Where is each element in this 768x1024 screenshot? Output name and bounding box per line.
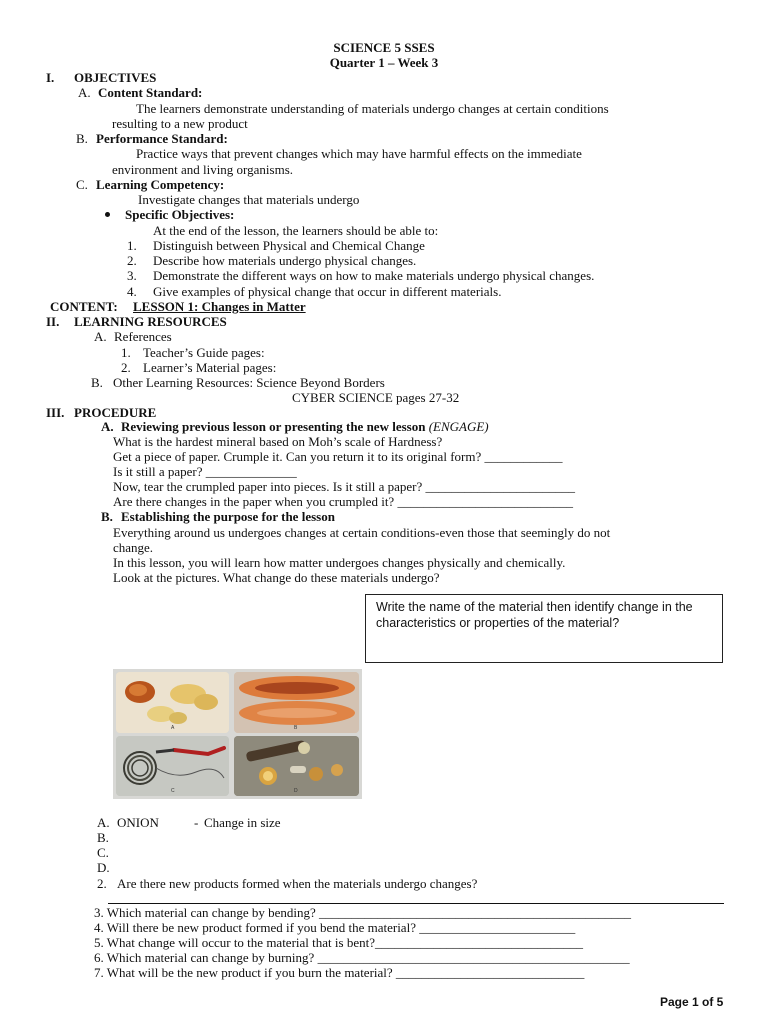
- section-number-ii: II.: [46, 314, 60, 329]
- content-standard-text-2: resulting to a new product: [112, 116, 248, 131]
- procedure-heading: PROCEDURE: [74, 405, 157, 420]
- section-number-iii: III.: [46, 405, 65, 420]
- objective-c-letter: C.: [76, 177, 88, 192]
- objectives-heading: OBJECTIVES: [74, 70, 157, 85]
- specific-objectives-intro: At the end of the lesson, the learners should be able to:: [153, 223, 439, 238]
- objective-item: Give examples of physical change that occur in different materials.: [153, 284, 502, 299]
- procedure-b-title: Establishing the purpose for the lesson: [121, 509, 335, 524]
- question-7: 7. What will be the new product if you burn the material? _____________________________: [94, 965, 585, 980]
- content-label: CONTENT:: [50, 299, 118, 314]
- learners-material-pages: Learner’s Material pages:: [143, 360, 277, 375]
- other-resources-letter: B.: [91, 375, 103, 390]
- materials-photo: [113, 669, 362, 799]
- papaya-photo-panel: [234, 672, 359, 733]
- answer-letter: B.: [97, 830, 109, 845]
- learning-resources-heading: LEARNING RESOURCES: [74, 314, 227, 329]
- performance-standard-title: Performance Standard:: [96, 131, 228, 146]
- wire-icon: [116, 736, 229, 796]
- engage-line: Is it still a paper? ______________: [113, 464, 297, 479]
- objective-b-letter: B.: [76, 131, 88, 146]
- performance-standard-text-1: Practice ways that prevent changes which may have harmful effects on the immediate: [136, 146, 582, 161]
- question-5: 5. What change will occur to the material that is bent?________________________________: [94, 935, 583, 950]
- purpose-line: change.: [113, 540, 154, 555]
- document-title: SCIENCE 5 SSES: [333, 40, 435, 55]
- references-title: References: [114, 329, 172, 344]
- wire-photo-panel: [116, 736, 229, 796]
- onion-icon: [116, 672, 229, 733]
- question-6: 6. Which material can change by burning? ________________________________________________: [94, 950, 630, 965]
- purpose-line: Look at the pictures. What change do these materials undergo?: [113, 570, 440, 585]
- procedure-a-title: [121, 419, 489, 434]
- content-standard-title: Content Standard:: [98, 85, 203, 100]
- question-2-number: 2.: [97, 876, 107, 891]
- engage-line: Now, tear the crumpled paper into pieces. Is it still a paper? _______________________: [113, 479, 575, 494]
- section-number-i: I.: [46, 70, 55, 85]
- picture-label-c: C: [171, 788, 175, 794]
- picture-label-a: A: [171, 725, 175, 731]
- objective-item-number: 4.: [127, 284, 137, 299]
- purpose-line: Everything around us undergoes changes at certain conditions-even those that seemingly do not: [113, 525, 611, 540]
- learning-competency-title: Learning Competency:: [96, 177, 225, 192]
- references-letter: A.: [94, 329, 107, 344]
- papaya-icon: [234, 672, 359, 733]
- answer-material: ONION: [117, 815, 159, 830]
- question-2: Are there new products formed when the materials undergo changes?: [117, 876, 478, 891]
- onion-photo-panel: [116, 672, 229, 733]
- wood-photo-panel: [234, 736, 359, 796]
- bullet-icon: [105, 212, 110, 217]
- performance-standard-text-2: environment and living organisms.: [112, 162, 294, 177]
- objective-item: Demonstrate the different ways on how to make materials undergo physical changes.: [153, 268, 595, 283]
- specific-objectives-title: Specific Objectives:: [125, 207, 235, 222]
- answer-change: Change in size: [204, 815, 281, 830]
- reference-number: 2.: [121, 360, 131, 375]
- objective-a-letter: A.: [78, 85, 91, 100]
- objective-item-number: 2.: [127, 253, 137, 268]
- page-number: Page 1 of 5: [660, 995, 724, 1009]
- objective-item: Distinguish between Physical and Chemical Change: [153, 238, 425, 253]
- procedure-b-letter: B.: [101, 509, 113, 524]
- answer-line[interactable]: [108, 903, 724, 904]
- answer-letter: D.: [97, 860, 110, 875]
- answer-dash: -: [194, 815, 199, 830]
- objective-item-number: 1.: [127, 238, 137, 253]
- procedure-a-title-text: Reviewing previous lesson or presenting the new lesson: [121, 419, 426, 434]
- picture-label-d: D: [294, 788, 298, 794]
- engage-line: Are there changes in the paper when you crumpled it? ___________________________: [113, 494, 573, 509]
- objective-item-number: 3.: [127, 268, 137, 283]
- engage-line: What is the hardest mineral based on Moh’s scale of Hardness?: [113, 434, 443, 449]
- question-3: 3. Which material can change by bending? ________________________________________________: [94, 905, 632, 920]
- reference-number: 1.: [121, 345, 131, 360]
- content-standard-text-1: The learners demonstrate understanding of materials undergo changes at certain conditions: [136, 101, 609, 116]
- engage-line: Get a piece of paper. Crumple it. Can you return it to its original form? ____________: [113, 449, 563, 464]
- learning-competency-text: Investigate changes that materials undergo: [138, 192, 360, 207]
- objective-item: Describe how materials undergo physical changes.: [153, 253, 417, 268]
- answer-letter: C.: [97, 845, 109, 860]
- purpose-line: In this lesson, you will learn how matter undergoes changes physically and chemically.: [113, 555, 566, 570]
- lesson-title: LESSON 1: Changes in Matter: [133, 299, 306, 314]
- engage-tag: (ENGAGE): [428, 419, 489, 434]
- picture-label-b: B: [294, 725, 298, 731]
- other-learning-resources: Other Learning Resources: Science Beyond Borders: [113, 375, 385, 390]
- document-subtitle: Quarter 1 – Week 3: [329, 55, 439, 70]
- cyber-science-pages: CYBER SCIENCE pages 27-32: [292, 390, 460, 405]
- question-4: 4. Will there be new product formed if you bend the material? ________________________: [94, 920, 576, 935]
- instruction-box: Write the name of the material then identify change in the characteristics or properties of the material?: [365, 594, 723, 663]
- teachers-guide-pages: Teacher’s Guide pages:: [143, 345, 265, 360]
- wood-icon: [234, 736, 359, 796]
- procedure-a-letter: A.: [101, 419, 114, 434]
- answer-letter: A.: [97, 815, 110, 830]
